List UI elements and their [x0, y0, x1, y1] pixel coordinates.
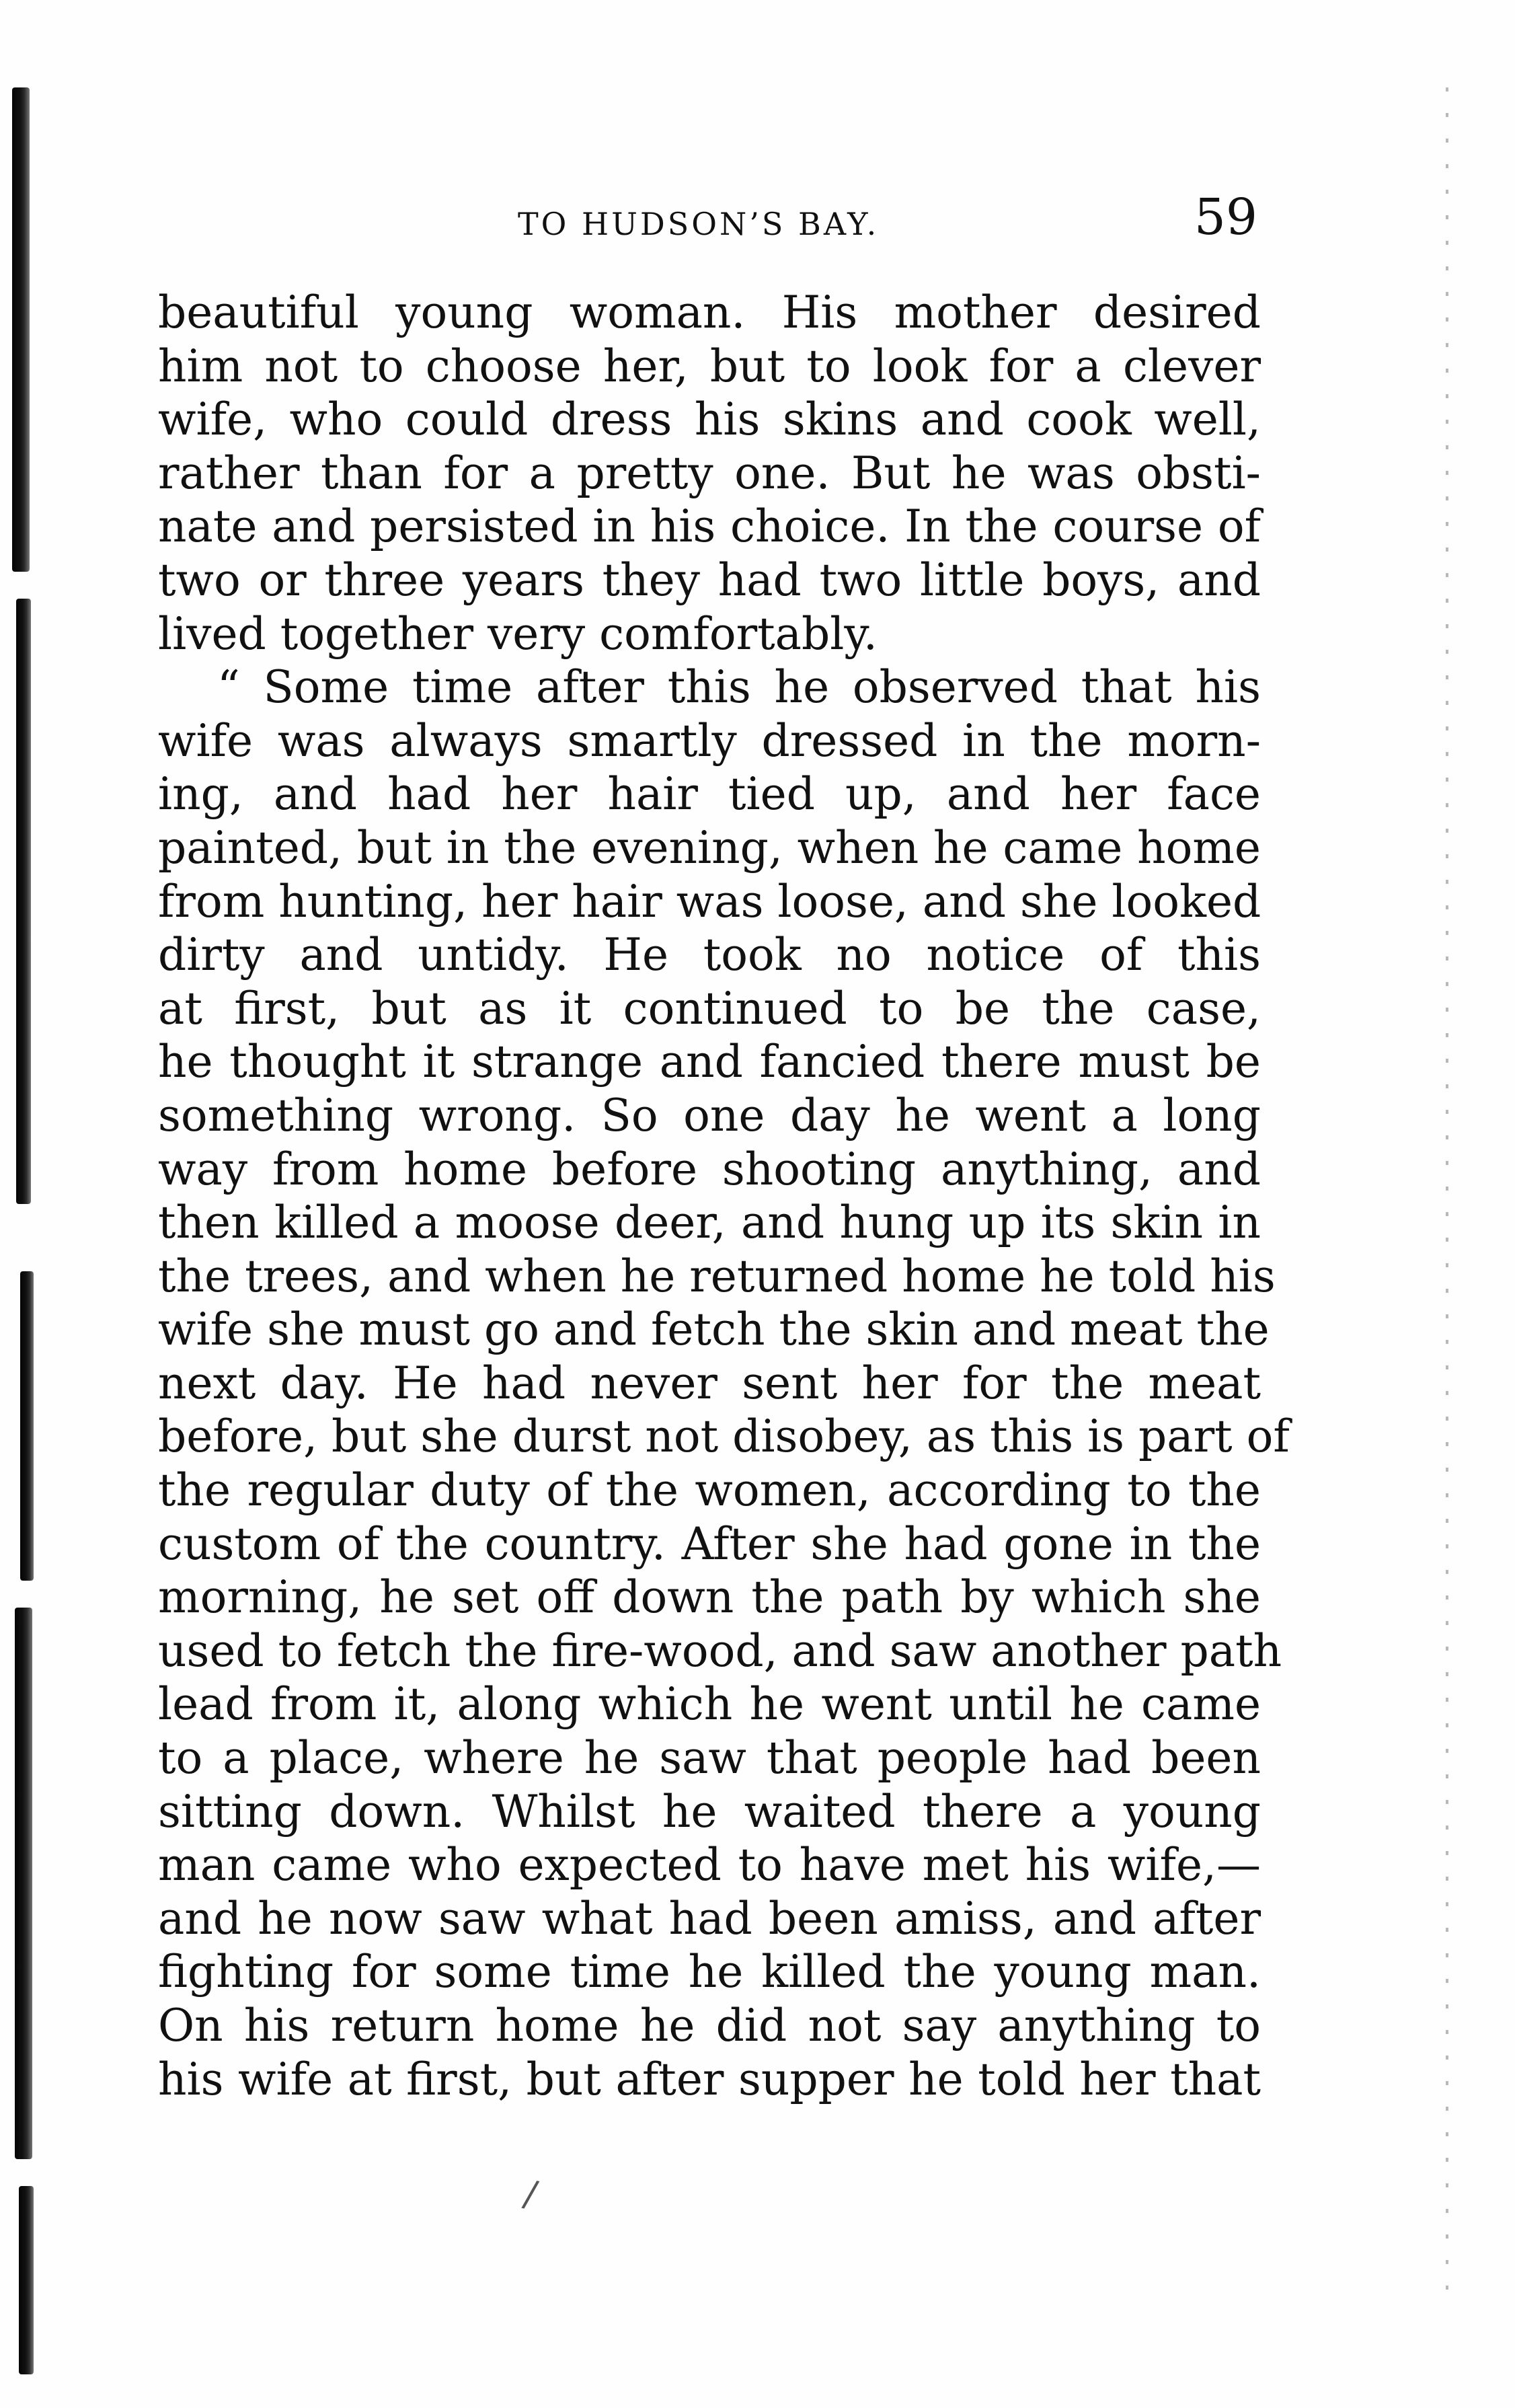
text-line: dirty and untidy. He took no notice of this: [158, 929, 1261, 981]
text-line: the regular duty of the women, according to the: [158, 1464, 1261, 1517]
scan-edge-marks: [1446, 87, 1448, 2307]
text-line: him not to choose her, but to look for a clever: [158, 340, 1261, 392]
stray-ink-mark: /: [520, 2171, 541, 2216]
text-line: at first, but as it continued to be the case,: [158, 982, 1261, 1034]
text-line: ing, and had her hair tied up, and her face: [158, 768, 1261, 821]
binding-edge-shadow: [12, 87, 39, 2374]
binding-shadow-segment: [12, 87, 30, 572]
body-text: [158, 286, 1290, 2106]
text-line: nate and persisted in his choice. In the course of: [158, 500, 1261, 553]
paragraph-start-line: “ Some time after this he observed that his: [217, 661, 1261, 714]
text-line: to a place, where he saw that people had been: [158, 1732, 1261, 1784]
text-line: rather than for a pretty one. But he was obsti-: [158, 447, 1261, 499]
text-line: before, but she durst not disobey, as this is part of: [158, 1410, 1290, 1463]
text-line: used to fetch the fire-wood, and saw another path: [158, 1624, 1282, 1677]
text-line: then killed a moose deer, and hung up its skin in: [158, 1197, 1261, 1249]
text-line: lead from it, along which he went until he came: [158, 1678, 1261, 1731]
text-line: next day. He had never sent her for the meat: [158, 1357, 1261, 1409]
text-line: beautiful young woman. His mother desired: [158, 287, 1261, 338]
text-line: wife was always smartly dressed in the morn-: [158, 714, 1261, 767]
text-line: from hunting, her hair was loose, and she looked: [158, 875, 1261, 928]
text-line: the trees, and when he returned home he told his: [158, 1250, 1276, 1302]
page-number: 59: [1194, 188, 1257, 246]
text-line: and he now saw what had been amiss, and after: [158, 1892, 1261, 1945]
text-line: On his return home he did not say anything to: [158, 2000, 1261, 2052]
text-line: morning, he set off down the path by which she: [158, 1571, 1261, 1624]
text-line: he thought it strange and fancied there must be: [158, 1036, 1261, 1088]
binding-shadow-segment: [19, 2186, 34, 2374]
text-line: something wrong. So one day he went a long: [158, 1089, 1261, 1141]
text-line: way from home before shooting anything, and: [158, 1143, 1261, 1195]
text-line: painted, but in the evening, when he came home: [158, 821, 1261, 874]
running-header: [155, 188, 1257, 269]
text-line: his wife at first, but after supper he told her that: [158, 2053, 1261, 2105]
paragraph-end-line: lived together very comfortably.: [158, 607, 878, 660]
binding-shadow-segment: [15, 1608, 32, 2159]
binding-shadow-segment: [20, 1271, 34, 1581]
text-line: two or three years they had two little boys, and: [158, 554, 1261, 606]
running-title: TO HUDSON’S BAY.: [518, 206, 880, 242]
text-line: fighting for some time he killed the young man.: [158, 1946, 1261, 1998]
text-line: custom of the country. After she had gone in the: [158, 1517, 1261, 1570]
text-line: wife she must go and fetch the skin and meat the: [158, 1304, 1270, 1356]
text-line: sitting down. Whilst he waited there a young: [158, 1785, 1261, 1838]
text-line: wife, who could dress his skins and cook well,: [158, 393, 1261, 446]
text-line: man came who expected to have met his wife,—: [158, 1839, 1261, 1891]
binding-shadow-segment: [16, 599, 31, 1204]
